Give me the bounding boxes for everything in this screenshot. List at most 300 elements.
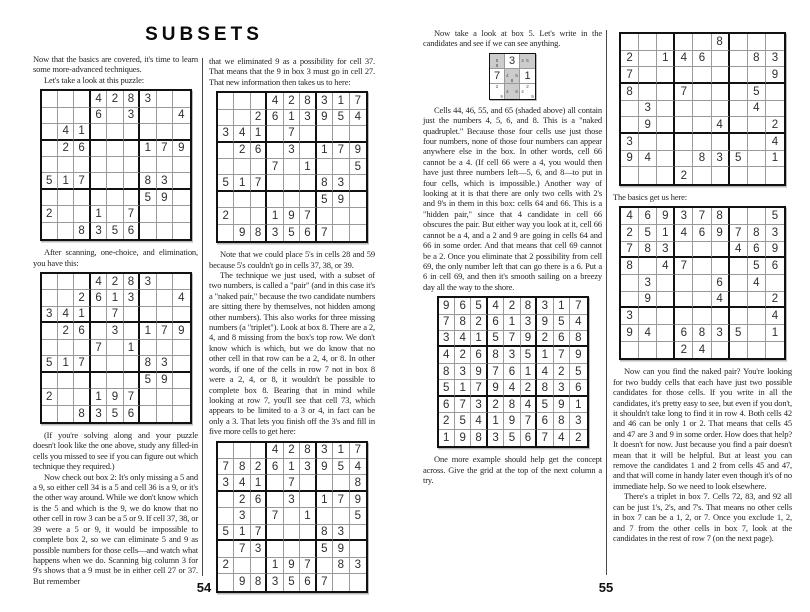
sudoku-cell bbox=[712, 51, 730, 68]
sudoku-cell: 4 bbox=[712, 292, 730, 309]
sudoku-cell: 2 bbox=[218, 558, 234, 574]
sudoku-cell: 4 bbox=[455, 331, 471, 347]
sudoku-cell bbox=[766, 275, 784, 292]
sudoku-cell bbox=[712, 242, 730, 259]
sudoku-cell: 9 bbox=[439, 298, 455, 314]
sudoku-cell bbox=[42, 274, 58, 290]
sudoku-cell bbox=[621, 117, 639, 134]
sudoku-cell bbox=[107, 108, 123, 124]
sudoku-cell: 1 bbox=[504, 315, 520, 331]
sudoku-cell: 6 bbox=[675, 325, 693, 342]
sudoku-cell: 1 bbox=[554, 298, 570, 314]
sudoku-cell: 1 bbox=[58, 356, 74, 372]
box-cell-candidates bbox=[505, 84, 520, 99]
sudoku-cell: 3 bbox=[218, 475, 234, 491]
sudoku-cell bbox=[218, 225, 234, 241]
sudoku-cell: 7 bbox=[554, 347, 570, 363]
sudoku-cell bbox=[218, 143, 234, 159]
sudoku-cell: 4 bbox=[748, 275, 766, 292]
sudoku-cell: 3 bbox=[267, 225, 283, 241]
sudoku-cell bbox=[58, 190, 74, 206]
sudoku-cell: 8 bbox=[488, 347, 504, 363]
sudoku-cell: 5 bbox=[554, 315, 570, 331]
sudoku-cell bbox=[675, 292, 693, 309]
sudoku-cell bbox=[58, 157, 74, 173]
sudoku-cell: 6 bbox=[570, 380, 586, 396]
sudoku-cell bbox=[317, 126, 333, 142]
sudoku-cell: 6 bbox=[693, 51, 711, 68]
sudoku-cell: 7 bbox=[284, 126, 300, 142]
sudoku-cell bbox=[157, 340, 173, 356]
sudoku-cell: 3 bbox=[350, 558, 366, 574]
sudoku-cell: 3 bbox=[91, 406, 107, 422]
sudoku-cell: 8 bbox=[471, 430, 487, 446]
sudoku-cell: 3 bbox=[675, 208, 693, 225]
sudoku-cell bbox=[748, 208, 766, 225]
sudoku-cell: 8 bbox=[712, 34, 730, 51]
sudoku-cell: 7 bbox=[218, 459, 234, 475]
sudoku-cell bbox=[748, 67, 766, 84]
sudoku-cell bbox=[675, 117, 693, 134]
sudoku-cell: 9 bbox=[284, 558, 300, 574]
sudoku-cell bbox=[693, 242, 711, 259]
sudoku-cell: 2 bbox=[504, 298, 520, 314]
sudoku-cell: 3 bbox=[317, 443, 333, 459]
sudoku-cell: 8 bbox=[504, 397, 520, 413]
sudoku-cell: 9 bbox=[504, 413, 520, 429]
sudoku-cell bbox=[730, 84, 748, 101]
sudoku-cell: 1 bbox=[455, 380, 471, 396]
sudoku-cell: 5 bbox=[317, 192, 333, 208]
sudoku-cell bbox=[657, 167, 675, 184]
sudoku-cell: 4 bbox=[570, 315, 586, 331]
sudoku-cell bbox=[657, 308, 675, 325]
sudoku-cell bbox=[74, 340, 90, 356]
sudoku-cell bbox=[157, 124, 173, 140]
sudoku-cell: 3 bbox=[251, 541, 267, 557]
sudoku-cell bbox=[234, 110, 250, 126]
sudoku-cell: 1 bbox=[657, 51, 675, 68]
sudoku-cell bbox=[42, 108, 58, 124]
sudoku-cell bbox=[58, 389, 74, 405]
sudoku-cell bbox=[639, 258, 657, 275]
sudoku-cell bbox=[675, 275, 693, 292]
sudoku-cell: 7 bbox=[504, 331, 520, 347]
sudoku-cell bbox=[317, 475, 333, 491]
sudoku-cell: 8 bbox=[300, 443, 316, 459]
sudoku-cell bbox=[173, 340, 189, 356]
sudoku-cell: 4 bbox=[173, 290, 189, 306]
para-take-look-box5: Now take a look at box 5. Let's write in the candidates and see if we can see anything. bbox=[423, 28, 602, 49]
sudoku-cell: 1 bbox=[766, 325, 784, 342]
sudoku-cell: 5 bbox=[570, 364, 586, 380]
sudoku-cell bbox=[157, 307, 173, 323]
sudoku-cell bbox=[300, 143, 316, 159]
sudoku-cell bbox=[124, 173, 140, 189]
sudoku-cell: 6 bbox=[91, 108, 107, 124]
sudoku-cell bbox=[251, 208, 267, 224]
sudoku-cell: 4 bbox=[350, 459, 366, 475]
box-cell-candidates bbox=[520, 84, 535, 99]
box-cell-given: 3 bbox=[505, 54, 520, 69]
sudoku-cell bbox=[621, 292, 639, 309]
sudoku-cell bbox=[693, 308, 711, 325]
sudoku-cell: 3 bbox=[657, 242, 675, 259]
sudoku-cell: 7 bbox=[74, 173, 90, 189]
sudoku-cell bbox=[91, 356, 107, 372]
sudoku-cell bbox=[267, 143, 283, 159]
sudoku-cell: 6 bbox=[74, 323, 90, 339]
sudoku-cell: 1 bbox=[58, 173, 74, 189]
sudoku-cell bbox=[730, 275, 748, 292]
sudoku-cell: 3 bbox=[124, 290, 140, 306]
sudoku-cell: 9 bbox=[350, 492, 366, 508]
sudoku-cell: 8 bbox=[712, 208, 730, 225]
sudoku-cell bbox=[693, 134, 711, 151]
grid-puzzle-start bbox=[40, 89, 192, 241]
sudoku-cell: 9 bbox=[621, 325, 639, 342]
para-technique-pair: The technique we just used, with a subset of two numbers, is called a "pair" (and in this case it's a "naked pair," because the two candidate numbers are sitting there by themselves, not hidden among other numbers). This also works for three missing numbers (a "triplet"). Look at box 8. There are a 2, 4, and 8 missing from the box's top row. We don't know which is which, but we do know that no other cell in that row can be a 2, 4, or 8. In other words, if one of the cells in row 7 not in box 8 were a 2, 4, or 8, it wouldn't be possible to complete box 8. Bearing that in mind while looking at row 7, you'll see that cell 73, which appears to be limited to a 3 or 4, in fact can be only a 3. That lets you finish off the 3's and fill in five more cells to get here: bbox=[209, 270, 375, 437]
sudoku-cell bbox=[251, 93, 267, 109]
sudoku-cell: 3 bbox=[766, 225, 784, 242]
sudoku-cell: 2 bbox=[488, 397, 504, 413]
sudoku-cell bbox=[284, 541, 300, 557]
sudoku-cell bbox=[107, 356, 123, 372]
sudoku-cell: 4 bbox=[58, 124, 74, 140]
sudoku-cell: 7 bbox=[621, 242, 639, 259]
sudoku-cell: 6 bbox=[693, 225, 711, 242]
sudoku-cell: 4 bbox=[554, 430, 570, 446]
sudoku-cell bbox=[107, 141, 123, 157]
sudoku-cell bbox=[730, 67, 748, 84]
sudoku-cell bbox=[675, 134, 693, 151]
sudoku-cell: 1 bbox=[657, 225, 675, 242]
sudoku-cell: 9 bbox=[234, 225, 250, 241]
sudoku-cell: 3 bbox=[639, 275, 657, 292]
sudoku-cell: 6 bbox=[488, 315, 504, 331]
sudoku-cell bbox=[42, 373, 58, 389]
sudoku-cell bbox=[657, 275, 675, 292]
sudoku-cell bbox=[333, 208, 349, 224]
sudoku-cell: 2 bbox=[107, 274, 123, 290]
sudoku-cell: 8 bbox=[439, 364, 455, 380]
sudoku-cell: 8 bbox=[537, 380, 553, 396]
page-number-left: 54 bbox=[196, 580, 212, 595]
sudoku-cell bbox=[173, 274, 189, 290]
sudoku-cell bbox=[173, 173, 189, 189]
sudoku-cell: 9 bbox=[234, 574, 250, 590]
sudoku-cell bbox=[42, 91, 58, 107]
candidate-digits: 4 5 bbox=[521, 58, 529, 64]
sudoku-cell: 5 bbox=[766, 208, 784, 225]
sudoku-cell: 1 bbox=[521, 364, 537, 380]
sudoku-cell bbox=[91, 190, 107, 206]
sudoku-cell: 5 bbox=[748, 258, 766, 275]
sudoku-cell: 5 bbox=[284, 574, 300, 590]
sudoku-cell: 3 bbox=[234, 508, 250, 524]
sudoku-cell: 9 bbox=[173, 141, 189, 157]
sudoku-cell bbox=[317, 558, 333, 574]
sudoku-cell: 7 bbox=[107, 307, 123, 323]
sudoku-cell bbox=[284, 175, 300, 191]
sudoku-cell bbox=[333, 225, 349, 241]
sudoku-cell bbox=[730, 117, 748, 134]
box-cell-candidates bbox=[490, 84, 505, 99]
sudoku-cell: 6 bbox=[455, 298, 471, 314]
sudoku-cell bbox=[621, 101, 639, 118]
sudoku-cell: 5 bbox=[537, 397, 553, 413]
sudoku-cell: 1 bbox=[488, 413, 504, 429]
sudoku-cell bbox=[639, 342, 657, 359]
sudoku-cell: 4 bbox=[267, 443, 283, 459]
sudoku-cell bbox=[300, 126, 316, 142]
sudoku-cell bbox=[657, 84, 675, 101]
sudoku-cell: 2 bbox=[521, 380, 537, 396]
sudoku-cell: 6 bbox=[639, 208, 657, 225]
sudoku-cell: 3 bbox=[42, 307, 58, 323]
sudoku-cell bbox=[267, 525, 283, 541]
sudoku-cell: 1 bbox=[267, 558, 283, 574]
sudoku-cell bbox=[712, 84, 730, 101]
sudoku-cell: 6 bbox=[766, 258, 784, 275]
sudoku-cell bbox=[140, 340, 156, 356]
sudoku-cell: 3 bbox=[521, 315, 537, 331]
sudoku-cell bbox=[173, 157, 189, 173]
sudoku-cell: 8 bbox=[74, 223, 90, 239]
sudoku-cell bbox=[730, 167, 748, 184]
sudoku-cell: 6 bbox=[439, 397, 455, 413]
box-cell-candidates bbox=[505, 69, 520, 84]
sudoku-cell: 9 bbox=[107, 389, 123, 405]
sudoku-cell: 4 bbox=[58, 307, 74, 323]
sudoku-cell: 6 bbox=[300, 225, 316, 241]
sudoku-cell: 5 bbox=[140, 373, 156, 389]
sudoku-cell: 1 bbox=[300, 508, 316, 524]
sudoku-cell: 4 bbox=[234, 126, 250, 142]
sudoku-cell: 4 bbox=[639, 151, 657, 168]
sudoku-cell bbox=[157, 108, 173, 124]
sudoku-cell bbox=[712, 308, 730, 325]
sudoku-cell: 8 bbox=[333, 558, 349, 574]
sudoku-cell bbox=[766, 342, 784, 359]
sudoku-cell: 6 bbox=[91, 290, 107, 306]
sudoku-cell bbox=[91, 323, 107, 339]
sudoku-cell: 9 bbox=[284, 208, 300, 224]
sudoku-cell bbox=[58, 91, 74, 107]
sudoku-cell: 9 bbox=[521, 331, 537, 347]
sudoku-cell bbox=[107, 157, 123, 173]
sudoku-cell: 7 bbox=[675, 84, 693, 101]
sudoku-cell: 5 bbox=[439, 380, 455, 396]
sudoku-cell bbox=[657, 151, 675, 168]
sudoku-cell bbox=[693, 67, 711, 84]
sudoku-cell: 1 bbox=[766, 151, 784, 168]
sudoku-cell: 8 bbox=[693, 151, 711, 168]
sudoku-cell: 7 bbox=[455, 397, 471, 413]
sudoku-cell bbox=[157, 290, 173, 306]
sudoku-cell bbox=[657, 34, 675, 51]
sudoku-cell: 1 bbox=[74, 124, 90, 140]
sudoku-cell: 2 bbox=[42, 206, 58, 222]
sudoku-cell bbox=[300, 475, 316, 491]
sudoku-cell bbox=[766, 34, 784, 51]
sudoku-cell: 3 bbox=[157, 356, 173, 372]
sudoku-cell bbox=[730, 342, 748, 359]
sudoku-cell: 4 bbox=[350, 110, 366, 126]
sudoku-cell: 8 bbox=[74, 406, 90, 422]
sudoku-cell bbox=[267, 541, 283, 557]
box-cell-candidates bbox=[520, 54, 535, 69]
sudoku-cell: 9 bbox=[554, 397, 570, 413]
sudoku-cell: 4 bbox=[91, 274, 107, 290]
sudoku-cell: 4 bbox=[521, 397, 537, 413]
sudoku-cell bbox=[712, 67, 730, 84]
sudoku-cell bbox=[218, 159, 234, 175]
box-cell-given: 7 bbox=[490, 69, 505, 84]
left-page-column-divider bbox=[202, 58, 203, 576]
sudoku-cell bbox=[639, 34, 657, 51]
sudoku-cell: 5 bbox=[42, 356, 58, 372]
sudoku-cell bbox=[748, 325, 766, 342]
sudoku-cell bbox=[675, 101, 693, 118]
sudoku-cell: 7 bbox=[267, 159, 283, 175]
sudoku-cell: 2 bbox=[58, 141, 74, 157]
sudoku-cell: 4 bbox=[439, 347, 455, 363]
right-page-column-divider bbox=[606, 30, 607, 575]
sudoku-cell: 3 bbox=[570, 413, 586, 429]
sudoku-cell: 2 bbox=[554, 364, 570, 380]
sudoku-cell: 1 bbox=[284, 110, 300, 126]
sudoku-cell bbox=[140, 223, 156, 239]
sudoku-cell: 4 bbox=[267, 93, 283, 109]
sudoku-cell bbox=[639, 51, 657, 68]
sudoku-cell bbox=[730, 101, 748, 118]
sudoku-cell: 6 bbox=[504, 364, 520, 380]
sudoku-cell bbox=[140, 108, 156, 124]
sudoku-cell: 7 bbox=[693, 208, 711, 225]
sudoku-cell bbox=[712, 101, 730, 118]
sudoku-cell: 9 bbox=[712, 225, 730, 242]
sudoku-cell bbox=[766, 84, 784, 101]
sudoku-cell bbox=[218, 443, 234, 459]
sudoku-cell: 2 bbox=[58, 323, 74, 339]
sudoku-cell: 3 bbox=[504, 347, 520, 363]
sudoku-cell bbox=[748, 167, 766, 184]
sudoku-cell: 8 bbox=[251, 574, 267, 590]
sudoku-cell bbox=[675, 242, 693, 259]
sudoku-cell: 2 bbox=[251, 110, 267, 126]
sudoku-cell: 9 bbox=[766, 242, 784, 259]
sudoku-cell bbox=[284, 192, 300, 208]
sudoku-cell bbox=[157, 389, 173, 405]
sudoku-cell bbox=[284, 508, 300, 524]
para-check-box2: Now check out box 2: It's only missing a 5 and a 9, so either cell 34 is a 5 and cell 36 is a 9, or it's the other way around. While we don't know which is the 5 and which is the 9, we do know that no other cell in row 3 can be a 5 or 9. If cell 37, 38, or 39 were a 5 or 9, it would be impossible to complete box 2, so we can eliminate 5 and 9 as possible numbers for those cells—and watch what happens when we do. Scanning big column 3 for 9's shows that a 9 must be in either cell 27 or 37. But remember bbox=[33, 471, 198, 586]
sudoku-cell bbox=[140, 290, 156, 306]
sudoku-cell: 5 bbox=[333, 459, 349, 475]
box-cell-given: 1 bbox=[520, 69, 535, 84]
sudoku-cell bbox=[58, 223, 74, 239]
sudoku-cell bbox=[639, 134, 657, 151]
sudoku-cell: 9 bbox=[173, 323, 189, 339]
sudoku-cell: 2 bbox=[234, 492, 250, 508]
sudoku-cell: 7 bbox=[488, 364, 504, 380]
para-eliminated-9: that we eliminated 9 as a possibility for cell 37. That means that the 9 in box 3 must go in cell 27. That new information then takes us to here: bbox=[209, 56, 375, 87]
sudoku-cell: 8 bbox=[124, 91, 140, 107]
sudoku-cell: 8 bbox=[748, 225, 766, 242]
sudoku-cell bbox=[91, 307, 107, 323]
sudoku-cell bbox=[140, 406, 156, 422]
sudoku-cell: 5 bbox=[317, 541, 333, 557]
sudoku-cell: 8 bbox=[621, 258, 639, 275]
sudoku-cell bbox=[251, 508, 267, 524]
sudoku-cell: 3 bbox=[766, 51, 784, 68]
sudoku-cell bbox=[218, 541, 234, 557]
sudoku-cell: 7 bbox=[570, 298, 586, 314]
sudoku-cell: 3 bbox=[554, 380, 570, 396]
sudoku-cell: 7 bbox=[350, 443, 366, 459]
sudoku-cell: 9 bbox=[471, 364, 487, 380]
sudoku-cell: 5 bbox=[730, 325, 748, 342]
sudoku-cell: 5 bbox=[488, 331, 504, 347]
sudoku-cell bbox=[74, 91, 90, 107]
sudoku-cell: 3 bbox=[439, 331, 455, 347]
sudoku-cell: 5 bbox=[504, 430, 520, 446]
sudoku-cell bbox=[91, 373, 107, 389]
sudoku-cell: 9 bbox=[157, 373, 173, 389]
sudoku-cell: 2 bbox=[537, 331, 553, 347]
sudoku-cell bbox=[173, 190, 189, 206]
sudoku-cell bbox=[124, 157, 140, 173]
sudoku-cell: 2 bbox=[439, 413, 455, 429]
sudoku-cell: 2 bbox=[74, 290, 90, 306]
sudoku-cell: 8 bbox=[570, 331, 586, 347]
sudoku-cell bbox=[639, 308, 657, 325]
sudoku-cell: 4 bbox=[730, 242, 748, 259]
para-triplet-box7: There's a triplet in box 7. Cells 72, 83, and 92 all can be just 1's, 2's, and 7's. That means no other cells in box 7 can be a 1, 2, or 7. Once you exclude 1, 2, and 7 from the other cells in box 7, look at the candidates in the rest of row 7 (on the next page). bbox=[613, 491, 792, 543]
sudoku-cell bbox=[748, 151, 766, 168]
sudoku-cell bbox=[333, 475, 349, 491]
sudoku-cell bbox=[218, 492, 234, 508]
right-page-column-1 bbox=[423, 28, 602, 485]
sudoku-cell bbox=[657, 67, 675, 84]
sudoku-cell: 3 bbox=[91, 223, 107, 239]
sudoku-cell bbox=[124, 141, 140, 157]
sudoku-cell bbox=[639, 167, 657, 184]
sudoku-cell: 3 bbox=[712, 151, 730, 168]
sudoku-cell bbox=[693, 292, 711, 309]
sudoku-cell bbox=[58, 373, 74, 389]
candidate-digits: 2 4 9 bbox=[521, 83, 534, 99]
sudoku-cell bbox=[730, 292, 748, 309]
sudoku-cell: 1 bbox=[537, 347, 553, 363]
grid-after-basics bbox=[40, 272, 192, 424]
sudoku-cell: 8 bbox=[317, 525, 333, 541]
sudoku-cell: 1 bbox=[317, 143, 333, 159]
sudoku-cell: 6 bbox=[521, 430, 537, 446]
sudoku-cell: 1 bbox=[471, 331, 487, 347]
sudoku-cell: 3 bbox=[284, 492, 300, 508]
sudoku-cell: 7 bbox=[124, 389, 140, 405]
sudoku-cell bbox=[107, 373, 123, 389]
sudoku-cell bbox=[693, 275, 711, 292]
sudoku-cell bbox=[157, 91, 173, 107]
sudoku-cell bbox=[58, 290, 74, 306]
sudoku-cell bbox=[74, 373, 90, 389]
sudoku-cell: 3 bbox=[140, 274, 156, 290]
sudoku-cell: 7 bbox=[157, 141, 173, 157]
sudoku-cell bbox=[234, 208, 250, 224]
sudoku-cell: 8 bbox=[317, 175, 333, 191]
